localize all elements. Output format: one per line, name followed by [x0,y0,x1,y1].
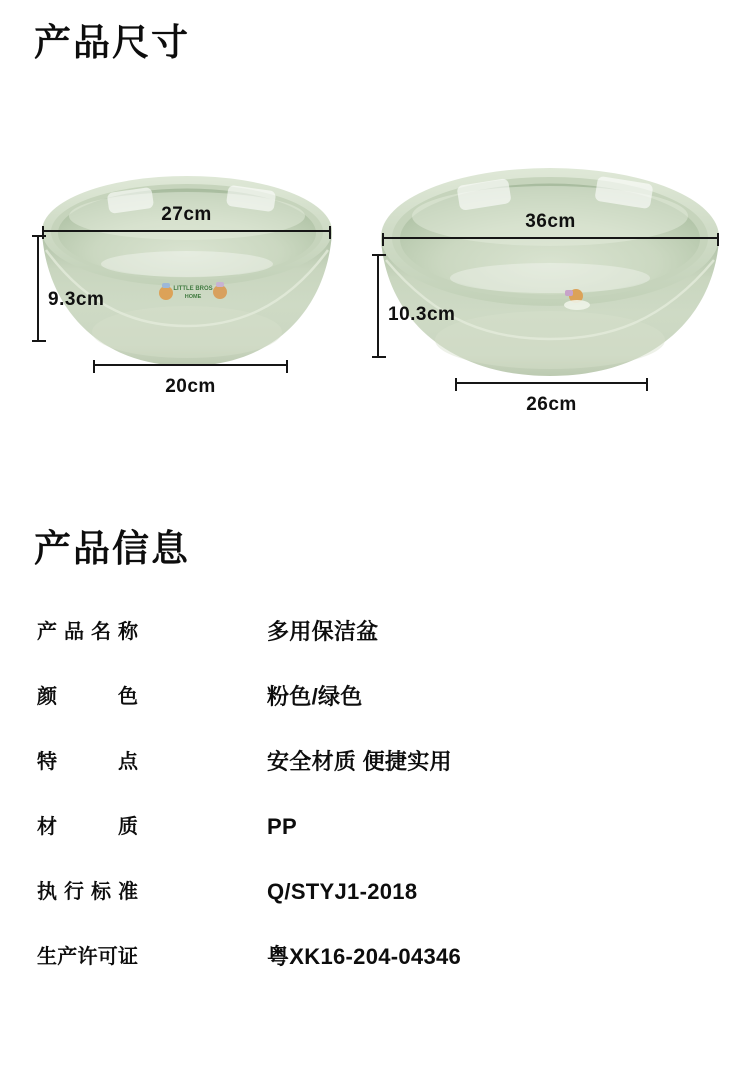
small-basin-height-label: 9.3cm [48,289,105,310]
info-row-color [37,683,677,711]
info-label: 颜色 [37,686,138,708]
small-basin-top-diameter-label: 27cm [161,204,212,225]
tick [32,235,46,237]
sticker-cover [564,300,590,310]
basin-inner-highlight [450,263,650,293]
info-section-title: 产品信息 [34,528,190,569]
tick [32,340,46,342]
small-basin-height-measure [37,235,105,342]
tick [372,356,386,358]
sticker-text-line1: LITTLE BROS [173,286,213,292]
info-row-product-name [37,618,677,646]
info-row-license [37,943,677,971]
bear-cap-icon [216,282,224,287]
info-table [37,618,677,1008]
small-basin-bottom-diameter-measure [93,364,288,397]
info-label: 生产许可证 [37,946,138,968]
info-value: 安全材质 便捷实用 [267,749,452,774]
bear-icon [159,286,173,300]
tick [42,226,44,239]
small-basin-photo [30,160,350,375]
small-basin-bottom-diameter-label: 20cm [165,376,216,397]
info-value: 多用保洁盆 [267,619,379,644]
large-basin-height-measure [377,254,456,358]
tick [717,233,719,246]
large-basin-photo [363,138,748,383]
info-label: 特点 [37,751,138,773]
info-value: Q/STYJ1-2018 [267,879,418,904]
large-basin-top-diameter-measure [382,211,719,239]
large-basin-bottom-diameter-label: 26cm [526,394,577,415]
tick [455,378,457,391]
info-label: 产品名称 [37,621,138,643]
tick [382,233,384,246]
large-basin-height-label: 10.3cm [388,304,456,325]
small-basin-top-diameter-measure [42,204,331,232]
bear-icon [213,285,227,299]
tick [286,360,288,373]
tick [93,360,95,373]
tick [372,254,386,256]
info-label: 执行标准 [37,881,138,903]
bear-cap-icon [565,290,573,296]
size-section-title: 产品尺寸 [34,22,190,63]
info-row-material [37,813,677,841]
tick [329,226,331,239]
sticker-text-line2: HOME [184,294,202,300]
info-row-features [37,748,677,776]
large-basin-bottom-diameter-measure [455,382,648,415]
tick [646,378,648,391]
info-value: PP [267,814,297,839]
basin-inner-highlight [101,251,273,277]
info-value: 粉色/绿色 [267,684,363,709]
info-value: 粤XK16-204-04346 [267,944,462,969]
large-basin-top-diameter-label: 36cm [525,211,576,232]
bear-cap-icon [162,283,170,288]
info-label: 材质 [37,816,138,838]
info-row-standard [37,878,677,906]
